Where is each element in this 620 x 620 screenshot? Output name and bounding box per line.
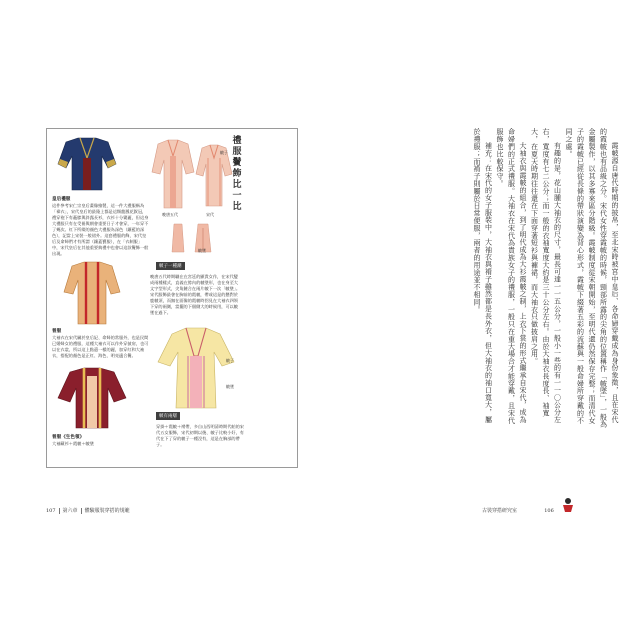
paragraph: 有趣的是，花山腫大袖衣的尺寸，最長可達一一五公分，一般小一些的有一一〇公分左右，寬度有七二公分；而一般的衣袖寬度大約是三十公分左右。由於大袖衣長度長、袖寬大，在夏天時期往往還在下面穿著短衫與褲裙，而大袖衣只做披肩之用。 bbox=[530, 128, 562, 424]
figure-tag-peizi: 帔子一種潮 bbox=[156, 262, 185, 270]
paragraph: 補充：在宋代的女子服裝中，大袖衣與褙子雖然都是長外衣，但大袖衣的袖口寬大，屬於禮服；而褙子則屬於日常便服，兩者的用途並不相同。 bbox=[473, 128, 493, 424]
xiapei-label: 帔墜 bbox=[198, 248, 206, 253]
empress-robe-label: 皇后禮服 bbox=[52, 197, 71, 202]
bottom-pendant-label: 帔墜 bbox=[226, 384, 234, 389]
empress-robe-description: 這件參考宋仁宗皇后畫像繪製，這一件大禮服稱為「褘衣」，宋代皇后的最隆上都是這類龍鳳花釵冠，禮穿袍下有蔽膝與斜露長衫，衣衫十分繁麗，但這身大禮服只有在受冊與朝會重要日子才會穿，一年穿不了幾次。紅下所綴的顏色大禮服為深色（鑲藍的深色），記當上宋裝一般裙外。這套禮服的飾，宋代皇后及命婦們才有所謂（鑲蓋寶服），在「衣制服」中，宋代皇后在其他重要典禮中也會以這款鬢飾一般出現。 bbox=[52, 203, 149, 256]
tang-song-description: 晚唐五代時期職在在宮廷的顯貴女作，在宋代變成兩種樣式，直義在脖內的帔墜形，也在身至大文字型形式，尖角鏈合在兩片帔下一次「帔墜」。宋代服飾最會在胸前的霞帔，帶或這是的懸對於鹿帔須，而無在面像的霞帔時拐見在大袖衣四領下穿的兩側，當擺的下個側大的時候用，可以帔墜在過下。 bbox=[150, 274, 241, 315]
book-title: 古裝穿搭研究室 bbox=[482, 508, 518, 514]
chapter-title: 體驗服裝穿搭的規範 bbox=[84, 508, 130, 514]
chapter-label: 第六章 bbox=[62, 508, 78, 514]
wide-sleeve-robe-description: 大袖藏衫＋霞帔＋帔墜 bbox=[52, 441, 94, 446]
body-text bbox=[375, 128, 620, 428]
empress-robe-figure bbox=[56, 136, 118, 192]
bottom-peizi-label: 帔子 bbox=[226, 358, 234, 363]
footer-divider bbox=[59, 508, 60, 514]
red-robe-label: 晉服 bbox=[52, 329, 62, 334]
left-page-number: 107 bbox=[46, 508, 56, 514]
song-label: 宋代 bbox=[206, 212, 214, 217]
late-tang-robe-figure bbox=[152, 138, 194, 210]
layered-robe-figure bbox=[158, 328, 234, 410]
figure-tag-layer: 帔有兩層 bbox=[156, 412, 180, 420]
paragraph: 霞帔源自唐代時期的披帛，至北宋時被宮中皇后、各命婦穿戴成為身份象徵，且在宋代的霞帔也有品級之分。宋代女性穿霞帔的時候，頸部所露的尖角的位置稱作「帔墜」，一般為金屬製作，以其多寡來區分階級。霞帔制度從宋朝開始，至明代還仍然保存完整；而清代女子的霞帔已經從長條的帶狀演變為背心形式，霞帔下綴著五彩的流蘇與一般命婦所穿戴的不同之處。 bbox=[565, 128, 619, 428]
peizi-label-top: 帔子 bbox=[220, 150, 228, 155]
red-robe-figure bbox=[64, 262, 120, 326]
right-page-number: 106 bbox=[544, 508, 554, 514]
footer-divider bbox=[81, 508, 82, 514]
left-page-footer bbox=[46, 507, 130, 514]
red-robe-description: 大袖衣在宋代屬於皇后妃、命婦的常服外，也是民間已婚婦女的禮服，這種大袖衣可以作外穿披肩，也可以在衣裳，所以這上點還一樣的麗，加穿紅和大袖衣，搭配的顏色是正紅、海色、明亮適合鬢。 bbox=[52, 335, 149, 358]
right-page-footer bbox=[482, 507, 554, 514]
layered-robe-description: 穿掛＋霞帔＋褙帶，多自山西明清時期代帕的宋代五女服飾，宋代初期以後、帔子比較小好，有代在下了穿的帔子一種沒有，這是在胸部的帶子。 bbox=[156, 424, 244, 447]
section-title: 禮服鬢飾比一比 bbox=[232, 136, 242, 212]
wide-sleeve-robe-label: 晉服《生色領》 bbox=[52, 435, 85, 440]
pendant-figure bbox=[168, 222, 224, 254]
late-tang-label: 晚唐五代 bbox=[162, 212, 178, 217]
paragraph: 大袖衣與霞帔的組合，到了明代成為大衫霞帔之制，上衣下裳的形式繼承自宋代，成為命婦們的正式禮服。大袖衣在宋代為貴族女子的禮服，一般只在重大場合才能穿戴，且宋代服飾也比較保守。 bbox=[496, 128, 527, 424]
wide-sleeve-robe-figure bbox=[58, 368, 126, 430]
page-ornament-icon bbox=[562, 497, 574, 513]
